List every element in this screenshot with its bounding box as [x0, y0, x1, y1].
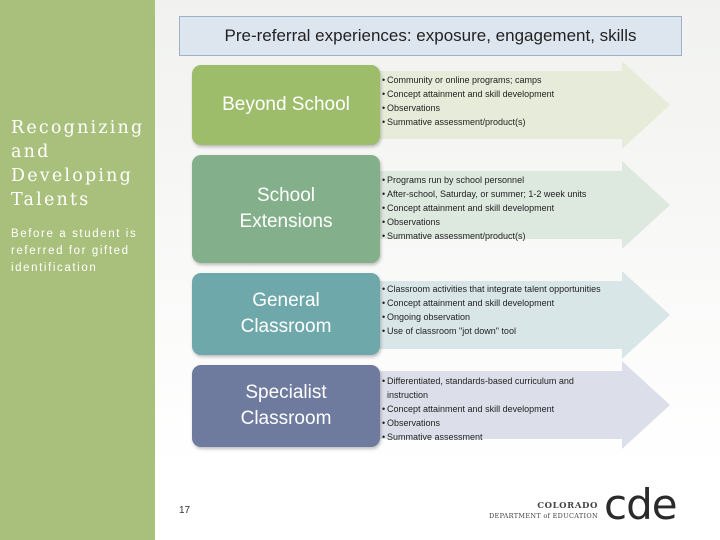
- cde-logo: [488, 480, 693, 529]
- label-line: Beyond School: [222, 94, 350, 115]
- desc-beyond-school: [382, 73, 622, 129]
- sidebar-title: [11, 116, 151, 212]
- bullet-item: • After-school, Saturday, or summer; 1-2 week units: [382, 187, 632, 201]
- bullet-item: • Observations: [382, 215, 632, 229]
- desc-general-classroom: [382, 282, 644, 338]
- bullet-item: • Observations: [382, 416, 614, 430]
- bullet-item: • Summative assessment: [382, 430, 614, 444]
- label-general-classroom: [192, 273, 380, 355]
- bullet-item: • Differentiated, standards-based curriculum and instruction: [382, 374, 614, 402]
- label-beyond-school: [192, 65, 380, 145]
- label-line: General: [252, 290, 320, 311]
- label-line: School: [256, 185, 316, 206]
- label-line: Extensions: [239, 211, 333, 232]
- bullet-item: • Classroom activities that integrate talent opportunities: [382, 282, 644, 296]
- sidebar: [0, 0, 155, 540]
- logo-line-colorado: COLORADO: [537, 501, 598, 511]
- label-line: Classroom: [240, 408, 332, 429]
- bullet-item: • Programs run by school personnel: [382, 173, 632, 187]
- label-line: Classroom: [240, 316, 332, 337]
- desc-specialist-classroom: [382, 374, 614, 444]
- desc-school-extensions: [382, 173, 632, 243]
- bullet-item: • Use of classroom "jot down" tool: [382, 324, 644, 338]
- bullet-item: • Concept attainment and skill development: [382, 296, 644, 310]
- sidebar-title-line: Recognizing: [11, 118, 145, 138]
- sidebar-title-line: Developing: [11, 166, 134, 186]
- bullet-item: • Concept attainment and skill development: [382, 201, 632, 215]
- logo-line-department: DEPARTMENT of EDUCATION: [489, 512, 598, 520]
- label-line: Specialist: [245, 382, 327, 403]
- label-school-extensions: [192, 155, 380, 263]
- sidebar-title-line: Talents: [11, 190, 91, 210]
- label-specialist-classroom: [192, 365, 380, 447]
- page-number: 17: [179, 505, 191, 516]
- bullet-item: • Concept attainment and skill development: [382, 87, 622, 101]
- sidebar-title-line: and: [11, 142, 51, 162]
- bullet-item: • Community or online programs; camps: [382, 73, 622, 87]
- bullet-item: • Concept attainment and skill development: [382, 402, 614, 416]
- sidebar-subtitle: Before a student is referred for gifted identification: [11, 228, 138, 274]
- bullet-item: • Summative assessment/product(s): [382, 115, 622, 129]
- logo-mark: cde: [604, 480, 677, 529]
- bullet-item: • Summative assessment/product(s): [382, 229, 632, 243]
- bullet-item: • Ongoing observation: [382, 310, 644, 324]
- bullet-item: • Observations: [382, 101, 622, 115]
- slide-title: Pre-referral experiences: exposure, engagement, skills: [179, 16, 682, 56]
